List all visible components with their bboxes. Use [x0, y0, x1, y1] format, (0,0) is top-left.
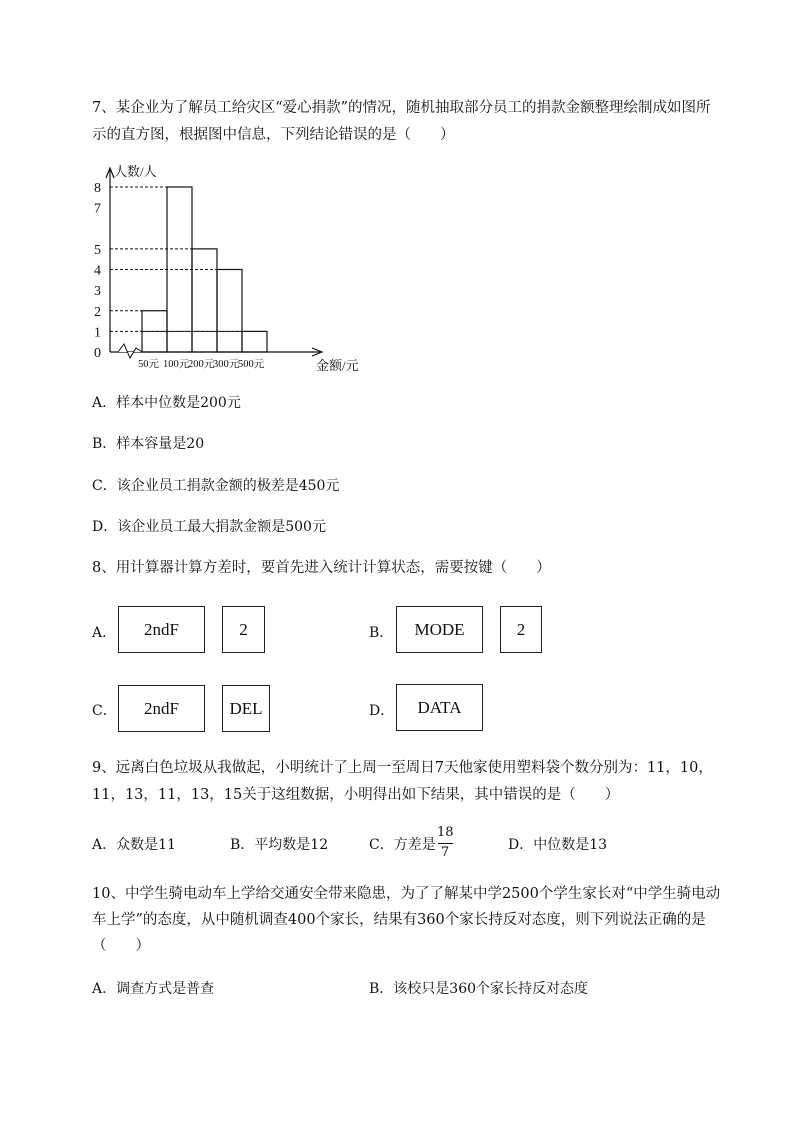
histogram-bar — [217, 270, 242, 353]
q7-stem-line1: 7、某企业为了解员工给灾区“爱心捐款”的情况，随机抽取部分员工的捐款金额整理绘制成如图所 — [92, 100, 711, 116]
y-tick-label: 3 — [94, 284, 101, 300]
y-axis-label: 人数/人 — [114, 164, 157, 179]
q8-option-b-label: B． — [369, 625, 394, 641]
key-2-b: 2 — [500, 606, 542, 653]
axis-break-mark — [118, 344, 142, 358]
histogram-bar — [242, 331, 267, 352]
key-2ndf-a: 2ndF — [118, 606, 205, 653]
q8-stem: 8、用计算器计算方差时，要首先进入统计计算状态，需要按键（ ） — [92, 560, 551, 576]
q7-option-b: B．样本容量是20 — [92, 436, 205, 452]
q10-stem-line3: （ ） — [92, 938, 150, 954]
x-tick-label: 100元 — [163, 359, 190, 370]
key-data-d: DATA — [396, 684, 483, 731]
q9-stem-line2: 11，13，11，13，15关于这组数据，小明得出如下结果，其中错误的是（ ） — [92, 787, 620, 803]
y-tick-label: 8 — [94, 181, 101, 196]
key-2-a: 2 — [222, 606, 265, 653]
y-tick-label: 2 — [94, 304, 101, 320]
q10-option-a: A．调查方式是普查 — [92, 981, 215, 997]
q9-option-a: A．众数是11 — [92, 837, 176, 853]
key-2ndf-c: 2ndF — [118, 685, 205, 732]
key-mode-b: MODE — [396, 606, 483, 653]
q8-option-d-label: D． — [369, 703, 395, 719]
y-tick-label: 4 — [94, 263, 101, 279]
x-tick-label: 200元 — [188, 359, 215, 370]
q9-option-c-prefix: C．方差是 — [369, 837, 436, 853]
x-tick-label: 500元 — [238, 359, 265, 370]
q8-option-c-label: C． — [92, 703, 117, 719]
q9-option-b: B．平均数是12 — [230, 837, 329, 853]
fraction-numerator: 18 — [437, 825, 454, 840]
histogram-bar — [192, 249, 217, 352]
y-tick-label: 5 — [94, 242, 101, 258]
x-tick-label: 300元 — [213, 359, 240, 370]
key-del-c: DEL — [222, 685, 270, 732]
q7-option-c: C．该企业员工捐款金额的极差是450元 — [92, 478, 340, 494]
x-axis-label: 金额/元 — [316, 358, 359, 373]
q8-option-a-label: A． — [92, 625, 117, 641]
y-tick-label: 7 — [94, 201, 101, 217]
q7-option-d: D．该企业员工最大捐款金额是500元 — [92, 519, 326, 535]
x-tick-label: 50元 — [138, 359, 159, 370]
fraction-bar — [438, 843, 453, 844]
q10-stem-line2: 车上学”的态度，从中随机调查400个家长，结果有360个家长持反对态度，则下列说法正确的是 — [92, 912, 706, 928]
q10-stem-line1: 10、中学生骑电动车上学给交通安全带来隐患，为了了解某中学2500个学生家长对“中学生骑电动 — [92, 886, 721, 902]
q9-stem-line1: 9、远离白色垃圾从我做起，小明统计了上周一至周日7天他家使用塑料袋个数分别为：11，10， — [92, 760, 713, 776]
y-tick-label: 1 — [94, 325, 101, 341]
q9-option-d: D．中位数是13 — [508, 837, 608, 853]
q7-stem-line2: 示的直方图，根据图中信息，下列结论错误的是（ ） — [92, 127, 455, 143]
y-tick-label: 0 — [94, 346, 101, 361]
fraction-denominator: 7 — [440, 845, 450, 860]
q10-option-b: B．该校只是360个家长持反对态度 — [369, 981, 589, 997]
q7-option-a: A．样本中位数是200元 — [92, 395, 241, 411]
histogram-chart — [80, 158, 380, 378]
